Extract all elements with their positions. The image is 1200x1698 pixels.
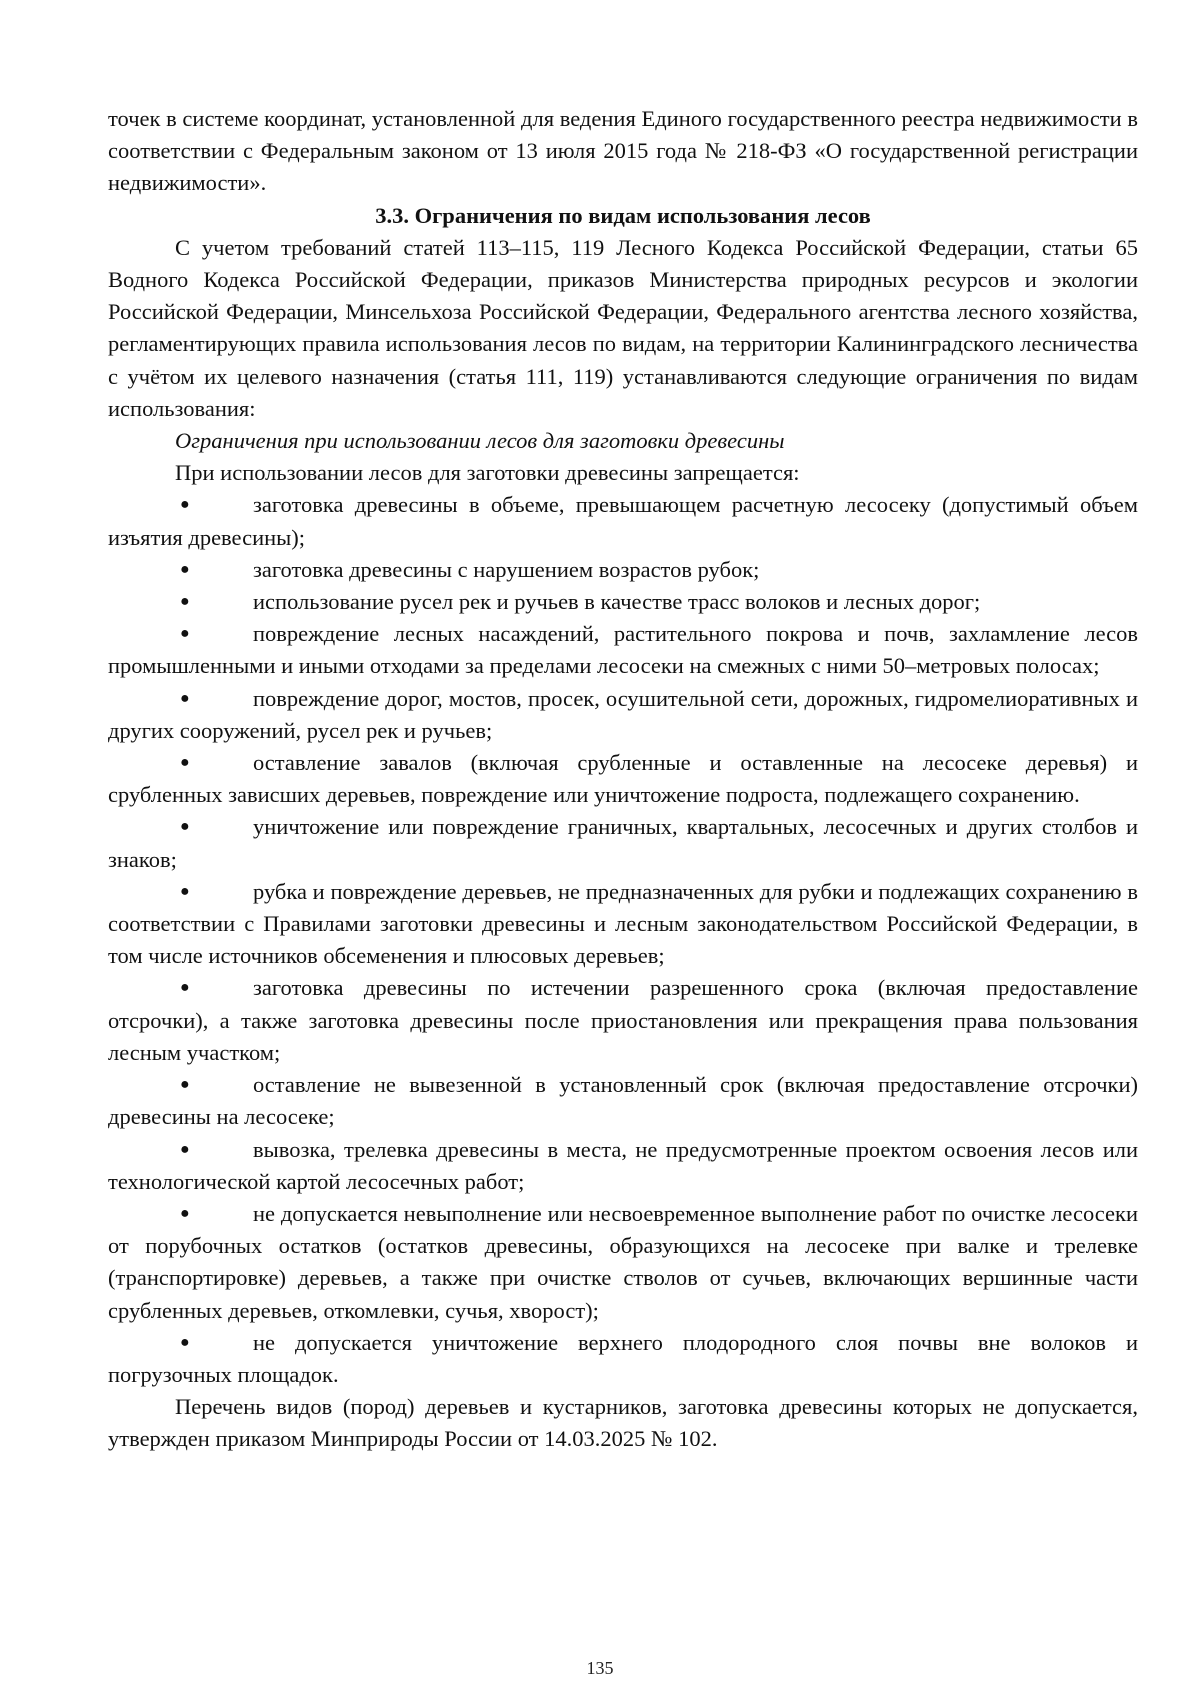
list-item-text: оставление завалов (включая срубленные и оставленные на лесосеке деревья) и срубленных зависших деревьев, повреждение или уничтожение подроста, подлежащего сохранению.: [108, 750, 1138, 808]
prohibition-intro: При использовании лесов для заготовки древесины запрещается:: [175, 460, 800, 486]
opening-text: точек в системе координат, установленной для ведения Единого государственного реестра недвижимости в соответствии с Федеральным законом от 13 июля 2015 года № 218-ФЗ «О государственной регистрации недвижимости».: [108, 106, 1138, 196]
list-item: [108, 1198, 1138, 1327]
list-item: [108, 1069, 1138, 1133]
bullet-icon: ●: [180, 1140, 190, 1158]
list-item: [108, 1327, 1138, 1391]
bullet-icon: ●: [180, 882, 190, 900]
list-item: [108, 876, 1138, 973]
list-item-text: вывозка, трелевка древесины в места, не предусмотренные проектом освоения лесов или технологической картой лесосечных работ;: [108, 1136, 1138, 1194]
list-item: [108, 489, 1138, 553]
bullet-icon: ●: [180, 979, 190, 997]
bullet-icon: ●: [180, 496, 190, 514]
list-item-text: заготовка древесины по истечении разрешенного срока (включая предоставление отсрочки), а также заготовка древесины после приостановления или прекращения права пользования лесным участком;: [108, 975, 1138, 1065]
list-item: [108, 972, 1138, 1069]
list-item: [108, 586, 1138, 618]
list-item: [108, 1134, 1138, 1198]
list-item-text: не допускается невыполнение или несвоевременное выполнение работ по очистке лесосеки от порубочных остатков (остатков древесины, образующихся на лесосеке при валке и трелевке (транспортировке) деревьев, а также при очистке стволов от сучьев, включающих вершинные части срубленных деревьев, откомлевки, сучья, хворост);: [108, 1200, 1138, 1323]
list-item: [108, 683, 1138, 747]
list-item-text: использование русел рек и ручьев в качестве трасс волоков и лесных дорог;: [253, 589, 981, 615]
list-item-text: заготовка древесины с нарушением возрастов рубок;: [253, 556, 760, 582]
bullet-icon: ●: [180, 625, 190, 643]
bullet-icon: ●: [180, 818, 190, 836]
list-item-text: рубка и повреждение деревьев, не предназначенных для рубки и подлежащих сохранению в соответствии с Правилами заготовки древесины и лесным законодательством Российской Федерации, в том числе источников обсеменения и плюсовых деревьев;: [108, 878, 1138, 969]
bullet-icon: ●: [180, 689, 190, 707]
list-item-text: повреждение лесных насаждений, растительного покрова и почв, захламление лесов промышленными и иными отходами за пределами лесосеки на смежных с ними 50–метровых полосах;: [108, 621, 1138, 679]
subheading: Ограничения при использовании лесов для заготовки древесины: [175, 428, 785, 454]
list-item-text: повреждение дорог, мостов, просек, осушительной сети, дорожных, гидромелиоративных и других сооружений, русел рек и ручьев;: [108, 685, 1138, 743]
bullet-icon: ●: [180, 1204, 190, 1222]
bullet-list: [108, 489, 1138, 1391]
list-item: [108, 554, 1138, 586]
bullet-icon: ●: [180, 560, 190, 578]
intro-paragraph: С учетом требований статей 113–115, 119 Лесного Кодекса Российской Федерации, статьи 65 Водного Кодекса Российской Федерации, приказов Министерства природных ресурсов и экологии Российской Федерации, Минсельхоза Российской Федерации, Федерального агентства лесного хозяйства, регламентирующих правила использования лесов по видам, на территории Калининградского лесничества с учётом их целевого назначения (статья 111, 119) устанавливаются следующие ограничения по видам использования:: [108, 234, 1138, 421]
page-number: 135: [586, 1658, 614, 1678]
list-item: [108, 747, 1138, 811]
document-page: [108, 103, 1138, 1456]
bullet-icon: ●: [180, 1333, 190, 1351]
bullet-icon: ●: [180, 593, 190, 611]
section-heading: 3.3. Ограничения по видам использования лесов: [375, 202, 871, 228]
closing-paragraph: Перечень видов (пород) деревьев и кустарников, заготовка древесины которых не допускается, утвержден приказом Минприроды России от 14.03.2025 № 102.: [108, 1394, 1138, 1452]
list-item-text: оставление не вывезенной в установленный срок (включая предоставление отсрочки) древесины на лесосеке;: [108, 1072, 1138, 1130]
bullet-icon: ●: [180, 754, 190, 772]
list-item: [108, 618, 1138, 682]
list-item-text: уничтожение или повреждение граничных, квартальных, лесосечных и других столбов и знаков;: [108, 814, 1138, 872]
list-item: [108, 811, 1138, 875]
list-item-text: не допускается уничтожение верхнего плодородного слоя почвы вне волоков и погрузочных площадок.: [108, 1329, 1138, 1387]
bullet-icon: ●: [180, 1076, 190, 1094]
list-item-text: заготовка древесины в объеме, превышающем расчетную лесосеку (допустимый объем изъятия древесины);: [108, 492, 1138, 550]
